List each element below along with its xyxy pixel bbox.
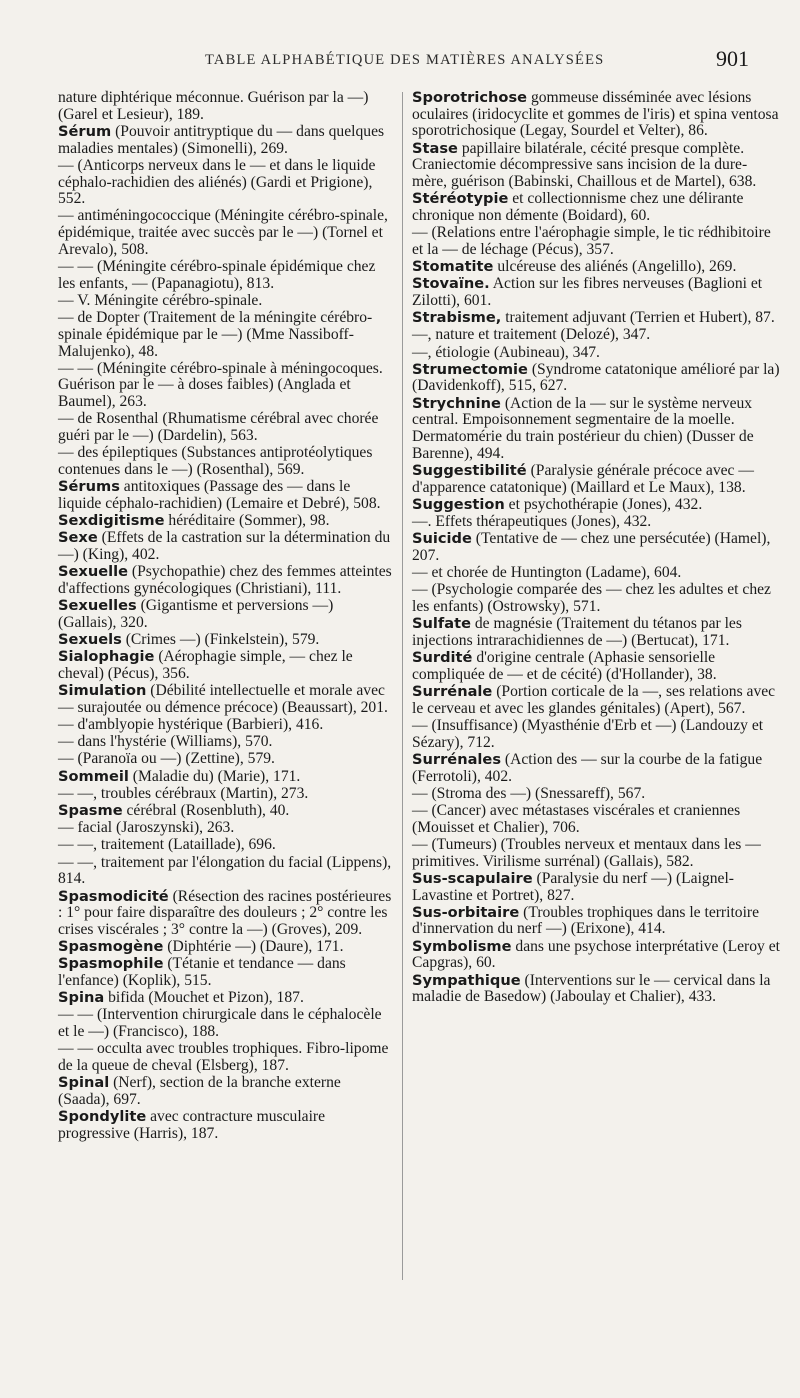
index-entry — [58, 803, 395, 820]
right-column — [412, 90, 782, 1006]
entry-text: — dans l'hystérie (Williams), 570. — [58, 733, 273, 751]
entry-text: (Syndrome catatonique amélioré par la) (Davidenkoff), 515, 627. — [412, 360, 780, 395]
index-entry — [58, 751, 395, 768]
entry-headword: Spasmogène — [58, 938, 164, 956]
index-entry — [58, 1109, 395, 1142]
index-entry — [58, 310, 395, 360]
entry-headword: Symbolisme — [412, 937, 512, 955]
entry-headword: Stomatite — [412, 258, 494, 276]
index-entry — [412, 141, 782, 191]
index-entry — [412, 565, 782, 582]
entry-text: (Troubles trophiques dans le territoire d'innervation du nerf —) (Erixone), 414. — [412, 903, 760, 938]
index-entry — [412, 327, 782, 344]
entry-text: dans une psychose interprétative (Leroy et Capgras), 60. — [412, 937, 780, 972]
page-header — [0, 46, 800, 76]
entry-headword: Sialophagie — [58, 648, 155, 666]
index-entry — [412, 973, 782, 1006]
entry-headword: Strumectomie — [412, 360, 528, 378]
index-entry — [412, 310, 782, 327]
left-column — [58, 90, 395, 1143]
index-entry — [58, 837, 395, 854]
entry-headword: Sporotrichose — [412, 89, 528, 106]
index-entry — [412, 396, 782, 463]
entry-headword: Simulation — [58, 682, 147, 700]
index-entry — [412, 803, 782, 836]
entry-text: (Paralysie du nerf —) (Laignel-Lavastine et Portret), 827. — [412, 869, 734, 904]
entry-headword: Suggestibilité — [412, 461, 527, 479]
index-entry — [412, 650, 782, 683]
index-entry — [58, 632, 395, 649]
entry-headword: Stase — [412, 139, 458, 157]
entry-headword: Spasmophile — [58, 955, 164, 973]
entry-headword: Strabisme, — [412, 309, 502, 327]
index-entry — [412, 582, 782, 615]
entry-text: —. Effets thérapeutiques (Jones), 432. — [412, 513, 652, 531]
entry-headword: Surdité — [412, 649, 473, 667]
index-entry — [58, 361, 395, 411]
index-entry — [58, 90, 395, 123]
entry-text: papillaire bilatérale, cécité presque complète. Craniectomie décompressive sans incision de la dure-mère, guérison (Babinski, Chaillous et de Martel), 638. — [412, 139, 757, 191]
index-entry — [412, 718, 782, 751]
entry-text: — — (Intervention chirurgicale dans le céphalocèle et le —) (Francisco), 188. — [58, 1006, 382, 1041]
entry-text: héréditaire (Sommer), 98. — [164, 512, 330, 530]
index-entry — [58, 734, 395, 751]
entry-text: (Gigantisme et perversions —) (Gallais), 320. — [58, 597, 334, 631]
entry-text: (Tétanie et tendance — dans l'enfance) (Koplik), 515. — [58, 955, 346, 990]
entry-text: avec contracture musculaire progressive (Harris), 187. — [58, 1108, 326, 1142]
index-entry — [412, 90, 782, 140]
entry-text: — — (Méningite cérébro-spinale à méningocoques. Guérison par le — à doses faibles) (Anglada et Baumel), 263. — [58, 359, 383, 411]
entry-headword: Sympathique — [412, 971, 521, 989]
entry-text: de magnésie (Traitement du tétanos par les injections intrarachidiennes de —) (Bertucat), 171. — [412, 615, 742, 649]
entry-text: traitement adjuvant (Terrien et Hubert), 87. — [501, 309, 775, 327]
entry-text: cérébral (Rosenbluth), 40. — [122, 802, 290, 820]
entry-text: — (Stroma des —) (Snessareff), 567. — [412, 784, 646, 802]
entry-text: — antiméningococcique (Méningite cérébro-spinale, épidémique, traitée avec succès par le —) (Tornel et Arevalo), 508. — [58, 207, 388, 258]
entry-text: (Aérophagie simple, — chez le cheval) (Pécus), 356. — [58, 648, 353, 682]
entry-headword: Sérums — [58, 478, 120, 496]
index-entry — [58, 717, 395, 734]
entry-text: —, nature et traitement (Delozé), 347. — [412, 326, 651, 344]
entry-text: — —, traitement (Lataillade), 696. — [58, 836, 276, 854]
entry-headword: Surrénale — [412, 683, 493, 701]
running-title: TABLE ALPHABÉTIQUE DES MATIÈRES ANALYSÉES — [205, 52, 605, 68]
entry-text: ulcéreuse des aliénés (Angelillo), 269. — [493, 258, 737, 276]
index-entry — [412, 514, 782, 531]
index-entry — [412, 259, 782, 276]
index-entry — [58, 820, 395, 837]
entry-headword: Spinal — [58, 1074, 110, 1092]
index-entry — [58, 649, 395, 682]
entry-text: et psychothérapie (Jones), 432. — [504, 495, 703, 513]
entry-text: — (Psychologie comparée des — chez les adultes et chez les enfants) (Ostrowsky), 571. — [412, 581, 771, 616]
index-entry — [58, 530, 395, 563]
entry-text: nature diphtérique méconnue. Guérison par la —) (Garel et Lesieur), 189. — [58, 89, 369, 123]
index-entry — [412, 616, 782, 649]
index-entry — [412, 939, 782, 972]
entry-text: (Tentative de — chez une persécutée) (Hamel), 207. — [412, 530, 771, 564]
column-divider — [402, 92, 403, 1280]
entry-headword: Spondylite — [58, 1108, 147, 1126]
index-entry — [58, 683, 395, 716]
index-entry — [412, 191, 782, 224]
entry-headword: Sexe — [58, 529, 98, 547]
entry-text: — —, traitement par l'élongation du facial (Lippens), 814. — [58, 853, 392, 888]
index-entry — [412, 345, 782, 362]
index-entry — [58, 855, 395, 888]
index-entry — [412, 497, 782, 514]
entry-text: — d'amblyopie hystérique (Barbieri), 416. — [58, 716, 324, 734]
entry-text: Action sur les fibres nerveuses (Baglioni et Zilotti), 601. — [412, 275, 763, 309]
index-entry — [412, 786, 782, 803]
index-entry — [412, 684, 782, 717]
index-entry — [58, 956, 395, 989]
index-entry — [412, 871, 782, 904]
entry-text: — des épileptiques (Substances antiprotéolytiques contenues dans le —) (Rosenthal), 569. — [58, 444, 373, 478]
entry-text: (Maladie du) (Marie), 171. — [128, 767, 301, 785]
index-entry — [412, 463, 782, 496]
entry-headword: Spina — [58, 989, 105, 1007]
index-entry — [58, 158, 395, 208]
entry-headword: Sérum — [58, 122, 112, 140]
entry-text: — (Cancer) avec métastases viscérales et craniennes (Mouisset et Chalier), 706. — [412, 802, 741, 836]
entry-text: — (Paranoïa ou —) (Zettine), 579. — [58, 750, 275, 768]
index-entry — [412, 905, 782, 938]
page-number: 901 — [716, 46, 749, 71]
index-entry — [58, 1007, 395, 1040]
index-entry — [58, 293, 395, 310]
entry-headword: Strychnine — [412, 394, 501, 412]
entry-headword: Sexuelles — [58, 597, 137, 615]
entry-headword: Surrénales — [412, 750, 502, 768]
entry-text: (Psychopathie) chez des femmes atteintes d'affections gynécologiques (Christiani), 111. — [58, 563, 392, 597]
index-entry — [58, 208, 395, 258]
entry-headword: Spasme — [58, 802, 123, 820]
entry-text: (Pouvoir antitryptique du — dans quelques maladies mentales) (Simonelli), 269. — [58, 122, 385, 157]
entry-headword: Suicide — [412, 530, 472, 548]
entry-text: (Interventions sur le — cervical dans la maladie de Basedow) (Jaboulay et Chalier), 433. — [412, 971, 771, 1006]
entry-text: — (Tumeurs) (Troubles nerveux et mentaux dans les — primitives. Virilisme surrénal) (Gallais), 582. — [412, 835, 761, 870]
entry-text: (Nerf), section de la branche externe (Saada), 697. — [58, 1074, 341, 1108]
index-entry — [412, 531, 782, 564]
entry-text: antitoxiques (Passage des — dans le liquide céphalo-rachidien) (Lemaire et Debré), 508. — [58, 478, 381, 512]
entry-text: (Action de la — sur le système nerveux central. Empoisonnement segmentaire de la moelle. Dermatomérie du train postérieur du chien) (Dusser de Barenne), 494. — [412, 394, 754, 462]
index-entry — [58, 259, 395, 292]
entry-text: (Débilité intellectuelle et morale avec — surajoutée ou démence précoce) (Beaussart), 201. — [58, 682, 388, 716]
entry-text: — (Relations entre l'aérophagie simple, le tic rédhibitoire et la — de léchage (Pécus), 357. — [412, 224, 771, 258]
entry-text: bifida (Mouchet et Pizon), 187. — [104, 989, 304, 1007]
index-entry — [58, 513, 395, 530]
entry-text: — V. Méningite cérébro-spinale. — [58, 291, 263, 309]
entry-text: (Crimes —) (Finkelstein), 579. — [121, 631, 320, 648]
entry-text: — (Insuffisance) (Myasthénie d'Erb et —) (Landouzy et Sézary), 712. — [412, 717, 764, 751]
entry-text: — facial (Jaroszynski), 263. — [58, 819, 235, 837]
entry-headword: Sommeil — [58, 767, 129, 785]
index-entry — [58, 598, 395, 631]
index-entry — [58, 479, 395, 512]
entry-text: (Effets de la castration sur la détermination du —) (King), 402. — [58, 529, 391, 563]
entry-headword: Sexuels — [58, 631, 122, 648]
index-entry — [412, 225, 782, 258]
entry-text: — — occulta avec troubles trophiques. Fibro-lipome de la queue de cheval (Elsberg), 187. — [58, 1040, 389, 1075]
entry-headword: Sus-scapulaire — [412, 869, 533, 887]
entry-text: — — (Méningite cérébro-spinale épidémique chez les enfants, — (Papanagiotu), 813. — [58, 258, 376, 292]
entry-headword: Sulfate — [412, 615, 471, 633]
index-entry — [412, 276, 782, 309]
entry-headword: Stéréotypie — [412, 190, 509, 208]
index-entry — [58, 939, 395, 956]
index-entry — [58, 769, 395, 786]
entry-text: (Paralysie générale précoce avec — d'apparence catatonique) (Maillard et Le Maux), 138. — [412, 461, 754, 496]
index-entry — [412, 837, 782, 870]
entry-headword: Sexdigitisme — [58, 512, 165, 530]
index-entry — [58, 564, 395, 597]
index-entry — [58, 1041, 395, 1074]
entry-text: (Diphtérie —) (Daure), 171. — [163, 938, 344, 956]
entry-text: gommeuse disséminée avec lésions oculaires (iridocyclite et gommes de l'iris) et spina ventosa sporotrichosique (Legay, Sourdel et Velter), 86. — [412, 89, 779, 140]
entry-text: — (Anticorps nerveux dans le — et dans le liquide céphalo-rachidien des aliénés) (Gardi et Prigione), 552. — [58, 156, 376, 208]
index-entry — [412, 362, 782, 395]
entry-text: et collectionnisme chez une délirante chronique non démente (Boidard), 60. — [412, 190, 744, 224]
entry-text: — —, troubles cérébraux (Martin), 273. — [58, 784, 309, 802]
entry-headword: Sus-orbitaire — [412, 903, 520, 921]
entry-headword: Suggestion — [412, 495, 505, 513]
entry-text: — de Rosenthal (Rhumatisme cérébral avec chorée guéri par le —) (Dardelin), 563. — [58, 410, 379, 445]
index-entry — [58, 1075, 395, 1108]
entry-text: d'origine centrale (Aphasie sensorielle compliquée de — et de cécité) (d'Hollander), 38. — [412, 649, 717, 683]
entry-text: (Action des — sur la courbe de la fatigue (Ferrotoli), 402. — [412, 750, 763, 785]
entry-headword: Spasmodicité — [58, 887, 169, 905]
index-entry — [58, 786, 395, 803]
entry-text: (Résection des racines postérieures : 1° pour faire disparaître des douleurs ; 2° contre les crises viscérales ; 3° contre la —) (Groves), 209. — [58, 887, 392, 938]
index-entry — [58, 124, 395, 157]
entry-headword: Sexuelle — [58, 563, 129, 581]
index-entry — [58, 990, 395, 1007]
index-entry — [58, 445, 395, 478]
entry-text: — et chorée de Huntington (Ladame), 604. — [412, 564, 682, 582]
entry-text: (Portion corticale de la —, ses relations avec le cerveau et avec les glandes génitales) (Apert), 567. — [412, 683, 776, 717]
entry-headword: Stovaïne. — [412, 275, 490, 293]
index-entry — [412, 752, 782, 785]
index-entry — [58, 411, 395, 444]
entry-text: — de Dopter (Traitement de la méningite cérébro-spinale épidémique par le —) (Mme Nassiboff-Malujenko), 48. — [58, 309, 373, 360]
entry-text: —, étiologie (Aubineau), 347. — [412, 343, 600, 361]
index-entry — [58, 889, 395, 939]
